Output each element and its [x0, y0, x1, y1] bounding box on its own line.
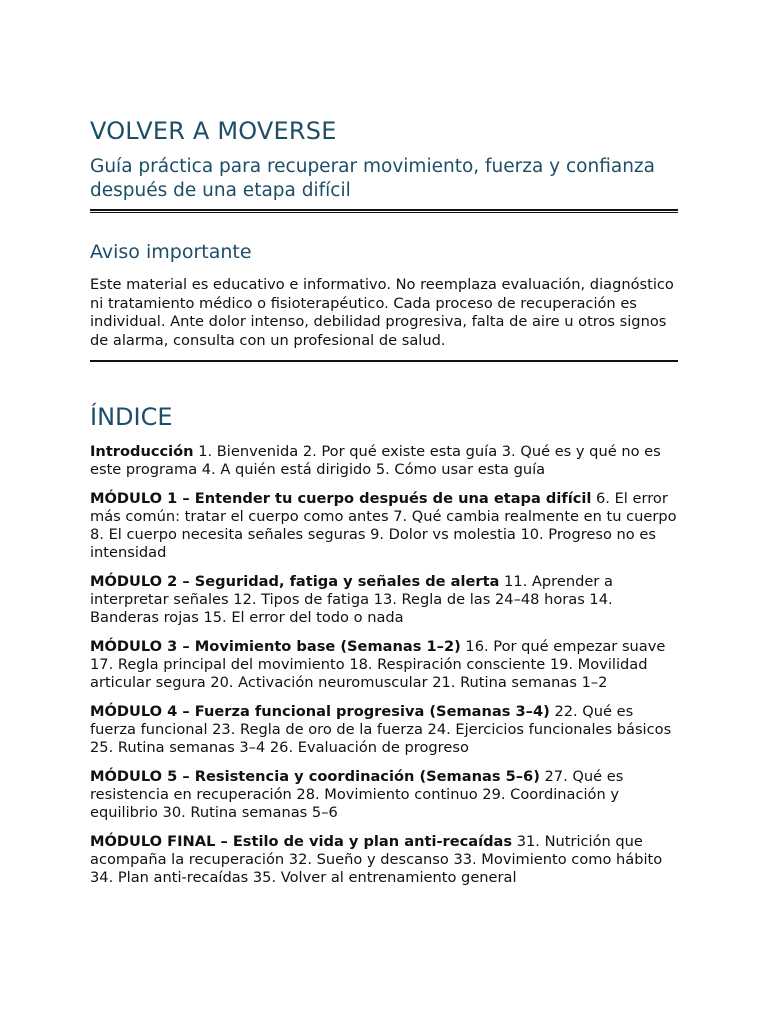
document-subtitle: Guía práctica para recuperar movimiento, fuerza y confianza después de una etapa difícil — [90, 156, 655, 201]
toc-entry-items: 6. El error más común: tratar el cuerpo como antes 7. Qué cambia realmente en tu cuerpo 8. El cuerpo necesita señales seguras 9. Dolor vs molestia 10. Progreso no es intensidad — [90, 490, 677, 561]
toc-entry-title: MÓDULO FINAL – Estilo de vida y plan anti-recaídas — [90, 833, 513, 850]
toc-entry-items: 27. Qué es resistencia en recuperación 28. Movimiento continuo 29. Coordinación y equilibrio 30. Rutina semanas 5–6 — [90, 768, 624, 821]
toc-entry-title: MÓDULO 3 – Movimiento base (Semanas 1–2) — [90, 638, 461, 655]
toc-entry-items: 31. Nutrición que acompaña la recuperación 32. Sueño y descanso 33. Movimiento como hábito 34. Plan anti-recaídas 35. Volver al entrenamiento general — [90, 833, 663, 886]
toc-entry-items: 22. Qué es fuerza funcional 23. Regla de oro de la fuerza 24. Ejercicios funcionales básicos 25. Rutina semanas 3–4 26. Evaluación de progreso — [90, 703, 672, 756]
toc-entry-title: Introducción — [90, 443, 194, 460]
toc-entry-items: 16. Por qué empezar suave 17. Regla principal del movimiento 18. Respiración consciente 19. Movilidad articular segura 20. Activación neuromuscular 21. Rutina semanas 1–2 — [90, 638, 666, 691]
toc-entry-title: MÓDULO 5 – Resistencia y coordinación (Semanas 5–6) — [90, 768, 540, 785]
toc-entry-modulo-final — [90, 833, 678, 887]
toc-entry-title: MÓDULO 1 – Entender tu cuerpo después de una etapa difícil — [90, 490, 592, 507]
toc-entry-introduccion — [90, 443, 678, 479]
notice-heading: Aviso importante — [90, 241, 252, 263]
toc-entry-title: MÓDULO 2 – Seguridad, fatiga y señales de alerta — [90, 573, 500, 590]
notice-divider — [90, 360, 678, 362]
toc-entry-modulo-3 — [90, 638, 678, 692]
toc-entry-modulo-2 — [90, 573, 678, 627]
index-heading: ÍNDICE — [90, 403, 173, 431]
toc-entry-modulo-4 — [90, 703, 678, 757]
document-title: VOLVER A MOVERSE — [90, 117, 337, 145]
notice-text: Este material es educativo e informativo. No reemplaza evaluación, diagnóstico ni tratamiento médico o fisioterapéutico. Cada proceso de recuperación es individual. Ante dolor intenso, debilidad progresiva, falta de aire u otros signos de alarma, consulta con un profesional de salud. — [90, 276, 674, 349]
table-of-contents — [90, 443, 678, 887]
toc-entry-modulo-5 — [90, 768, 678, 822]
toc-entry-title: MÓDULO 4 – Fuerza funcional progresiva (Semanas 3–4) — [90, 703, 550, 720]
toc-entry-modulo-1 — [90, 490, 678, 562]
toc-entry-items: 11. Aprender a interpretar señales 12. Tipos de fatiga 13. Regla de las 24–48 horas 14. Banderas rojas 15. El error del todo o nada — [90, 573, 613, 626]
toc-entry-items: 1. Bienvenida 2. Por qué existe esta guía 3. Qué es y qué no es este programa 4. A quién está dirigido 5. Cómo usar esta guía — [90, 443, 661, 478]
title-divider — [90, 209, 678, 213]
